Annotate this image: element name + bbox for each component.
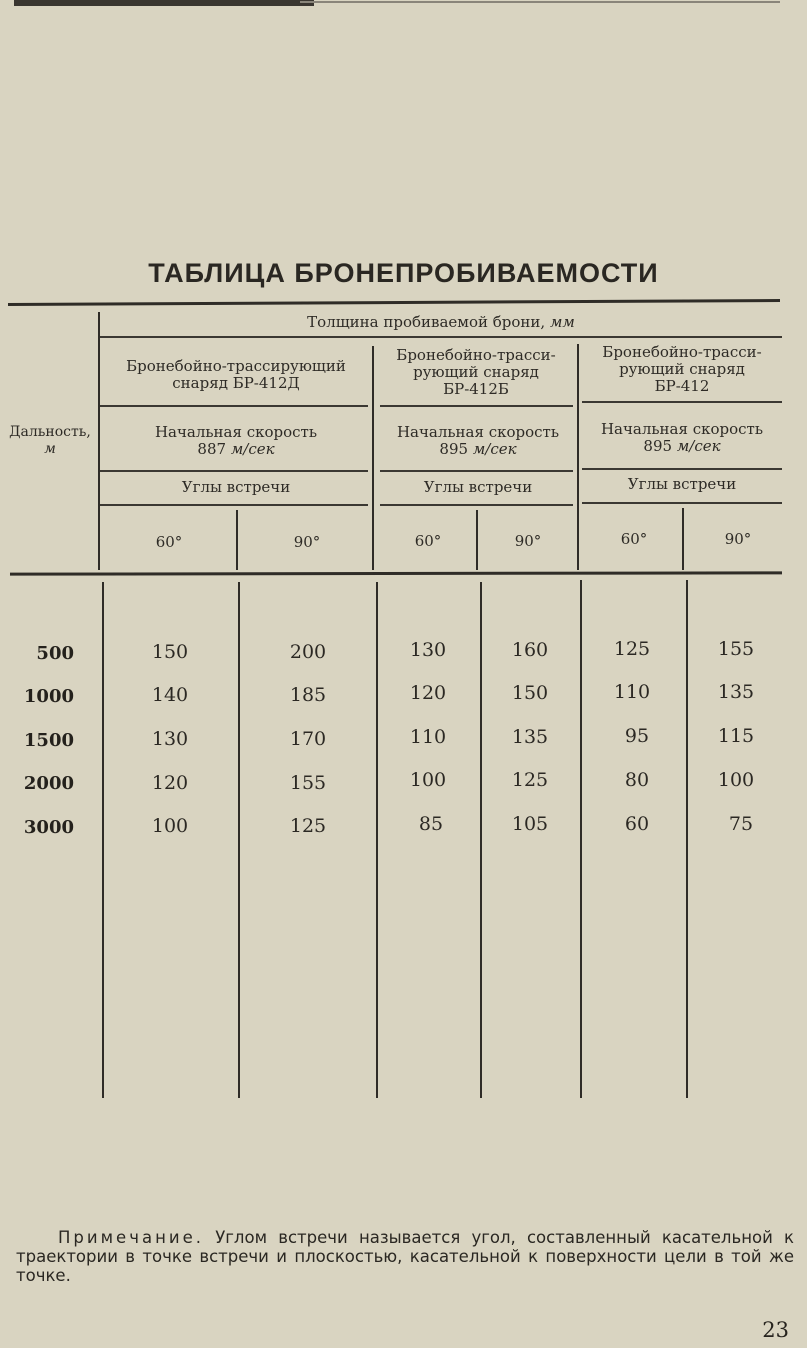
shell2-angles-rule [380, 504, 573, 506]
range-cell: 2000 [23, 773, 74, 794]
shell1-angles-rule [100, 504, 368, 506]
page-title: ТАБЛИЦА БРОНЕПРОБИВАЕМОСТИ [148, 258, 659, 288]
table-cell: 200 [289, 641, 327, 663]
table-cell: 100 [409, 769, 447, 791]
shell3-angles-label: Углы встречи [627, 475, 737, 493]
header-bottom-rule [10, 571, 782, 575]
footnote-text: Углом встречи называется угол, составленный касательной к траектории в точке встречи и плоскостью, касательной к поверхности цели в той же точке. [16, 1228, 794, 1285]
range-column-divider [98, 312, 100, 570]
shell1-name: Бронебойно-трассирующий снаряд БР-412Д [126, 357, 346, 392]
shell3-velocity-rule [582, 468, 782, 470]
shell2-velocity-rule [380, 470, 573, 472]
table-cell: 130 [151, 728, 189, 750]
shell1-angle-60: 60° [155, 533, 183, 551]
shell1-velocity-rule [100, 470, 368, 472]
range-cell: 3000 [23, 817, 74, 838]
range-cell: 1500 [23, 730, 74, 751]
table-cell: 120 [151, 772, 189, 794]
table-cell: 75 [728, 813, 754, 835]
table-cell: 135 [717, 681, 755, 703]
shell2-angle-90: 90° [514, 532, 542, 550]
table-cell: 100 [717, 769, 755, 791]
table-cell: 150 [151, 641, 189, 663]
thickness-header-rule [100, 336, 782, 338]
shell2-name-rule [380, 405, 573, 407]
shell3-angles-rule [582, 502, 782, 504]
shell1-angles-label: Углы встречи [181, 478, 291, 496]
shell1-angle-90: 90° [293, 533, 321, 551]
shell3-angle-60: 60° [620, 530, 648, 548]
table-cell: 155 [289, 772, 327, 794]
shell2-angle-60: 60° [414, 532, 442, 550]
shell3-velocity: Начальная скорость 895 м/сек [600, 420, 764, 455]
table-cell: 170 [289, 728, 327, 750]
shell2-angles-label: Углы встречи [423, 478, 533, 496]
footnote [16, 1228, 794, 1285]
table-cell: 110 [409, 726, 447, 748]
table-cell: 110 [613, 681, 651, 703]
angle-divider-1 [236, 510, 238, 570]
table-cell: 85 [418, 813, 444, 835]
shell2-velocity: Начальная скорость 895 м/сек [396, 423, 560, 458]
range-header: Дальность, м [9, 424, 91, 457]
table-cell: 125 [511, 769, 549, 791]
thickness-header: Толщина пробиваемой брони, мм [307, 313, 575, 331]
table-cell: 150 [511, 682, 549, 704]
shell3-name-rule [582, 401, 782, 403]
table-cell: 125 [613, 638, 651, 660]
range-cell: 500 [36, 643, 74, 664]
shell1-name-rule [100, 405, 368, 407]
top-rule-thin [300, 1, 780, 3]
shell3-angle-90: 90° [724, 530, 752, 548]
table-cell: 95 [624, 725, 650, 747]
table-cell: 135 [511, 726, 549, 748]
table-cell: 60 [624, 813, 650, 835]
shell2-name: Бронебойно-трасси- рующий снаряд БР-412Б [396, 346, 556, 398]
table-cell: 100 [151, 815, 189, 837]
table-cell: 115 [717, 725, 755, 747]
shell3-name: Бронебойно-трасси- рующий снаряд БР-412 [602, 343, 762, 395]
table-cell: 130 [409, 639, 447, 661]
table-cell: 155 [717, 638, 755, 660]
table-cell: 80 [624, 769, 650, 791]
table-cell: 120 [409, 682, 447, 704]
page-number: 23 [762, 1318, 789, 1342]
table-top-rule [8, 299, 780, 306]
table-cell: 185 [289, 684, 327, 706]
table-cell: 105 [511, 813, 549, 835]
table-cell: 140 [151, 684, 189, 706]
range-cell: 1000 [23, 686, 74, 707]
shell1-velocity: Начальная скорость 887 м/сек [154, 423, 318, 458]
table-cell: 125 [289, 815, 327, 837]
top-rule [14, 0, 314, 6]
footnote-lead: Примечание. [58, 1228, 204, 1247]
table-cell: 160 [511, 639, 549, 661]
